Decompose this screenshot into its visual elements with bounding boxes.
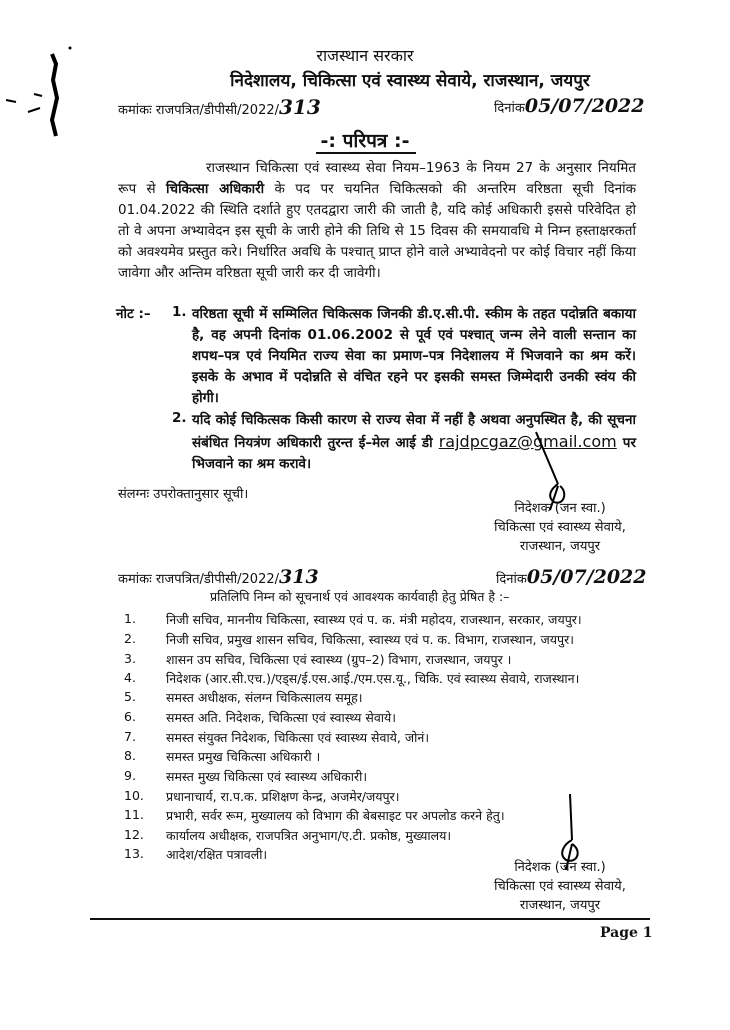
ref-number: 313 <box>279 95 321 119</box>
page-number: Page 1 <box>600 925 653 941</box>
sig2-designation: निदेशक (जन स्वा.) <box>514 860 606 875</box>
note-2-body: यदि कोई चिकित्सक किसी कारण से राज्य सेवा में नहीं है अथवा अनुपस्थित है, की सूचना संबंधित नियत्रंण अधिकारी तुरन्त ई–मेल आई डी <box>192 412 636 451</box>
date-label: दिनांक <box>494 101 525 116</box>
sig1-location: राजस्थान, जयपुर <box>519 539 601 554</box>
gov-name: राजस्थान सरकार <box>316 46 414 65</box>
copy-ref-line <box>118 566 319 588</box>
copy-date-label: दिनांक <box>496 572 527 587</box>
signature-block-1 <box>470 499 650 556</box>
ref-label: कमांकः राजपत्रित/डीपीसी/2022/ <box>118 103 279 118</box>
date-line <box>494 95 644 117</box>
body-bold-text: चिकित्सा अधिकारी <box>166 181 265 197</box>
title-underline <box>316 152 416 154</box>
sig1-department: चिकित्सा एवं स्वास्थ्य सेवाये, <box>494 520 626 535</box>
sig2-department: चिकित्सा एवं स्वास्थ्य सेवाये, <box>494 879 626 894</box>
sig1-designation: निदेशक (जन स्वा.) <box>514 501 606 516</box>
note-1-number: 1. <box>172 304 187 320</box>
body-paragraph <box>118 158 636 284</box>
copy-date-value: 05/07/2022 <box>526 566 647 588</box>
body-text-b: के पद पर चयनित चिकित्सको की अन्तरिम वरिष्ठता सूची दिनांक 01.04.2022 की स्थिति दर्शाते हुए एतदद्वारा जारी की जाती है, यदि कोई अधिकारी इससे परिवेदित हो तो वे अपना अभ्यावेदन इस सूची के जारी होने की तिथि से 15 दिवस की समयावधि मे निम्न हस्ताक्षरकर्ता को अवश्यमेव प्रस्तुत करे। निर्धारित अवधि के पश्चात् प्राप्त होने वाले अभ्यावेदनो पर कोई विचार नहीं किया जावेगा और अन्तिम वरिष्ठता सूची जारी कर दी जावेगी। <box>118 181 636 281</box>
copy-ref-label: कमांकः राजपत्रित/डीपीसी/2022/ <box>118 572 279 587</box>
copy-ref-number: 313 <box>279 566 319 588</box>
email-link[interactable]: rajdpcgaz@gmail.com <box>438 432 617 451</box>
note-1-text: वरिष्ठता सूची में सम्मिलित चिकित्सक जिनकी डी.ए.सी.पी. स्कीम के तहत पदोन्नति बकाया है, वह अपनी दिनांक 01.06.2002 से पूर्व एवं पश्चात् जन्म लेने वाली सन्तान का शपथ–पत्र एवं नियमित राज्य सेवा का प्रमाण–पत्र निदेशालय में भिजवाने का श्रम करें। इसके के अभाव में पदोन्नति से वंचित रहने पर इसकी समस्त जिम्मेदारी उनकी स्वंय की होगी। <box>192 306 636 406</box>
directorate-name: निदेशालय, चिकित्सा एवं स्वास्थ्य सेवाये, राजस्थान, जयपुर <box>230 71 590 91</box>
note-label: नोट :– <box>116 306 151 322</box>
date-value: 05/07/2022 <box>524 95 645 117</box>
note-2-number: 2. <box>172 410 187 426</box>
footer-rule <box>90 918 650 920</box>
page-title: -: परिपत्र :- <box>320 130 410 152</box>
copy-intro: प्रतिलिपि निम्न को सूचनार्थ एवं आवश्यक कार्यवाही हेतु प्रेषित है :– <box>210 589 510 604</box>
signature-block-2 <box>470 858 650 915</box>
note-2-tail: पर भिजवाने का श्रम करावे। <box>192 435 636 472</box>
sig2-location: राजस्थान, जयपुर <box>519 898 601 913</box>
ref-number-line <box>118 95 321 119</box>
enclosure-note: संलग्नः उपरोक्तानुसार सूची। <box>118 487 249 502</box>
body-text-a: राजस्थान चिकित्सा एवं स्वास्थ्य सेवा नियम–1963 के नियम 27 के अनुसार नियमित रूप से <box>118 160 636 197</box>
copy-date-line <box>496 566 646 588</box>
